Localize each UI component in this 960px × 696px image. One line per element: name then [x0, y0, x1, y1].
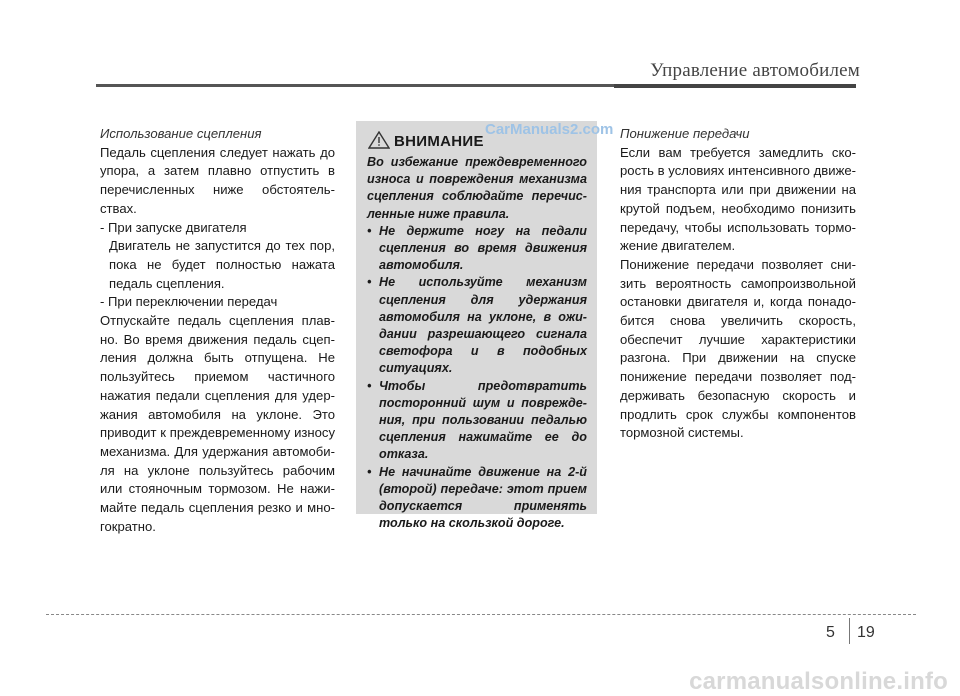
clutch-item-engine-start-text: Двигатель не запустится до тех пор, пока не будет полностью нажата педаль сцепления. — [109, 238, 335, 291]
page-number: 19 — [857, 624, 875, 641]
warning-item: • Не начинайте движение на 2-й (второй) передаче: этот прием допускается применять только на скользкой дороге. — [367, 464, 587, 533]
warning-icon — [368, 131, 390, 149]
header-tab-bar — [614, 84, 856, 88]
page-number-separator — [849, 618, 850, 644]
watermark-bottom: carmanualsonline.info — [689, 668, 948, 695]
left-column — [100, 125, 335, 536]
warning-box — [356, 121, 597, 531]
watermark-top: CarManuals2.com — [485, 121, 614, 138]
downshift-para-2: Понижение передачи позволяет снизить вероятность самопроизвольной остановки двигателя и, когда понадобится снова увеличить скорость, обеспечит лучшие характеристики разгона. При движении на спуске понижение передачи позволяет поддерживать безопасную скорость и продлить срок службы компонентов тормозной системы. — [620, 256, 856, 441]
chapter-number: 5 — [826, 624, 835, 641]
warning-heading — [368, 131, 484, 150]
warning-intro: Во избежание преждевременного износа и повреждения механизма сцепления соблюдайте перечисленные ниже правила. — [367, 155, 587, 221]
warning-heading-text: ВНИМАНИЕ — [394, 133, 484, 150]
clutch-intro: Педаль сцепления следует нажать до упора, а затем плавно отпустить в перечисленных ниже обстоятельствах. — [100, 144, 335, 216]
footer-rule — [46, 614, 916, 615]
clutch-item-engine-start: - При запуске двигателя — [100, 219, 247, 235]
warning-body — [367, 154, 587, 532]
warning-list — [367, 223, 587, 533]
page-header-title: Управление автомобилем — [650, 60, 860, 81]
clutch-item-gear-change: - При переключении передач — [100, 294, 278, 310]
warning-item: • Не держите ногу на педали сцепления во время движения автомобиля. — [367, 223, 587, 275]
downshift-para-1: Если вам требуется замедлить скорость в условиях интенсивного движения транспорта или при движении на крутой подъем, необходимо понизить передачу, чтобы использовать торможение двигателем. — [620, 144, 856, 254]
warning-item: • Не используйте механизм сцепления для удержания автомобиля на уклоне, в ожидании разрешающего сигнала светофора и в подобных ситуациях. — [367, 274, 587, 377]
section-title-clutch: Использование сцепления — [100, 126, 262, 141]
right-column — [620, 125, 856, 443]
warning-item: • Чтобы предотвратить посторонний шум и повреждения, при пользовании педалью сцепления нажимайте ее до отказа. — [367, 378, 587, 464]
section-title-downshift: Понижение передачи — [620, 126, 750, 141]
clutch-body: Отпускайте педаль сцепления плавно. Во время движения педаль сцепления должна быть отпущена. Не пользуйтесь приемом частичного нажатия педали сцепления для удержания автомобиля на уклоне. Это приводит к преждевременному износу механизма. Для удержания автомобиля на уклоне пользуйтесь рабочим или стояночным тормозом. Не нажимайте педаль сцепления резко и многократно. — [100, 313, 335, 534]
